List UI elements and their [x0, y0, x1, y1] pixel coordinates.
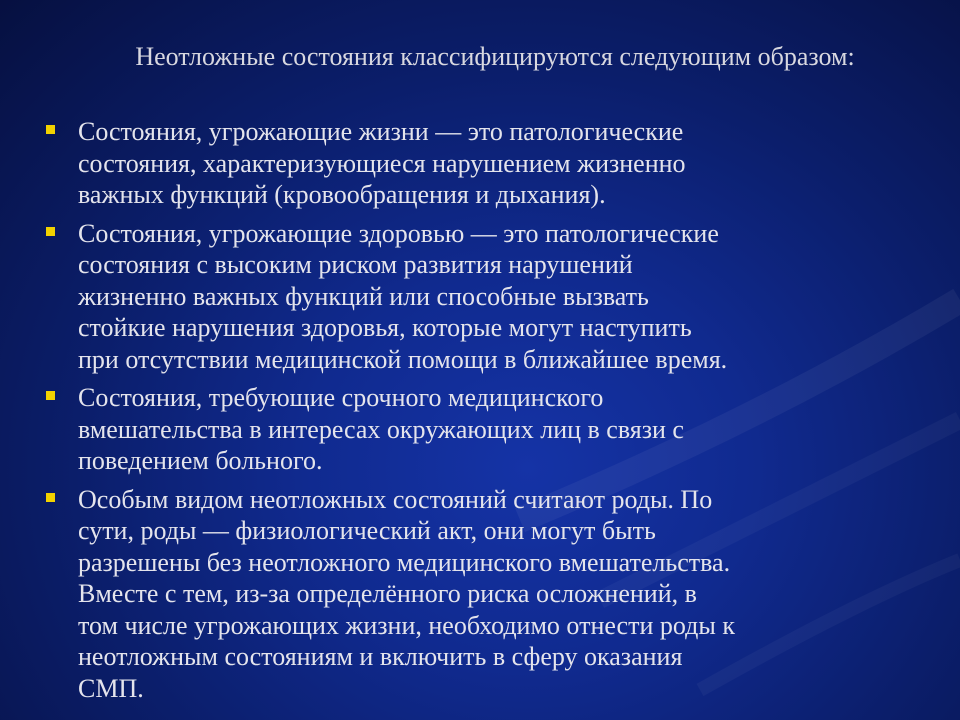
bullet-line: состояния с высоким риском развития нарушений: [78, 250, 633, 279]
bullet-list: [46, 116, 926, 711]
slide-title: Неотложные состояния классифицируются следующим образом:: [135, 42, 855, 71]
bullet-square-icon: [46, 493, 55, 502]
bullet-square-icon: [46, 125, 55, 134]
bullet-item-urgent-intervention: [46, 382, 926, 477]
bullet-line: поведением больного.: [78, 446, 323, 475]
bullet-line: сути, роды — физиологический акт, они могут быть: [78, 516, 656, 545]
bullet-line: неотложным состояниям и включить в сферу оказания: [78, 642, 683, 671]
bullet-line: при отсутствии медицинской помощи в ближайшее время.: [78, 344, 728, 374]
bullet-line: Особым видом неотложных состояний считают роды. По: [78, 484, 713, 514]
bullet-line: Вместе с тем, из-за определённого риска осложнений, в: [78, 579, 697, 608]
bullet-line: стойкие нарушения здоровья, которые могут наступить: [78, 313, 692, 342]
bullet-line: Состояния, требующие срочного медицинского: [78, 383, 604, 412]
bullet-square-icon: [46, 227, 55, 236]
bullet-line: вмешательства в интересах окружающих лиц в связи с: [78, 414, 684, 444]
bullet-line: СМП.: [78, 673, 144, 703]
bullet-square-icon: [46, 391, 55, 400]
bullet-line: Состояния, угрожающие здоровью — это патологические: [78, 218, 719, 248]
bullet-line: состояния, характеризующиеся нарушением жизненно: [78, 148, 686, 178]
bullet-item-life-threatening: [46, 116, 926, 211]
bullet-line: жизненно важных функций или способные вызвать: [78, 281, 649, 311]
bullet-line: важных функций (кровообращения и дыхания).: [78, 180, 606, 209]
bullet-line: разрешены без неотложного медицинского вмешательства.: [78, 547, 731, 577]
bullet-item-childbirth: [46, 484, 926, 705]
bullet-item-health-threatening: [46, 218, 926, 376]
bullet-line: том числе угрожающих жизни, необходимо отнести роды к: [78, 610, 735, 640]
bullet-line: Состояния, угрожающие жизни — это патологические: [78, 117, 684, 146]
